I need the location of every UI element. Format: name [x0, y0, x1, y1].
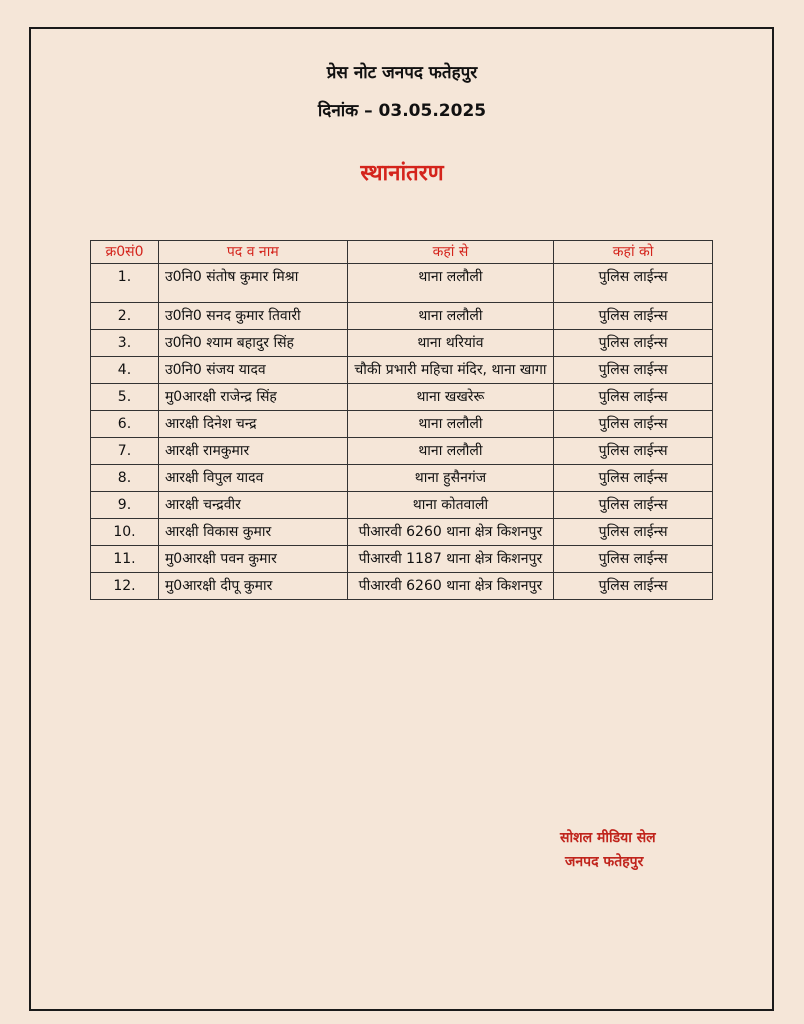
serial-cell: 5. [91, 384, 159, 411]
table-row [91, 264, 713, 303]
name-cell: आरक्षी चन्द्रवीर [158, 492, 347, 519]
from-cell: पीआरवी 1187 थाना क्षेत्र किशनपुर [347, 546, 554, 573]
serial-cell: 2. [91, 303, 159, 330]
signature-line-district: जनपद फतेहपुर [565, 854, 644, 870]
column-header-name: पद व नाम [158, 241, 347, 264]
serial-cell: 10. [91, 519, 159, 546]
from-cell: पीआरवी 6260 थाना क्षेत्र किशनपुर [347, 519, 554, 546]
serial-cell: 7. [91, 438, 159, 465]
serial-cell: 1. [91, 264, 159, 303]
subject-heading: स्थानांतरण [360, 161, 444, 186]
from-cell: थाना खखरेरू [347, 384, 554, 411]
to-cell: पुलिस लाईन्स [554, 519, 713, 546]
to-cell: पुलिस लाईन्स [554, 546, 713, 573]
to-cell: पुलिस लाईन्स [554, 384, 713, 411]
to-cell: पुलिस लाईन्स [554, 303, 713, 330]
to-cell: पुलिस लाईन्स [554, 330, 713, 357]
from-cell: चौकी प्रभारी महिचा मंदिर, थाना खागा [347, 357, 554, 384]
table-row [91, 492, 713, 519]
name-cell: आरक्षी विकास कुमार [158, 519, 347, 546]
name-cell: उ0नि0 सनद कुमार तिवारी [158, 303, 347, 330]
from-cell: थाना थरियांव [347, 330, 554, 357]
column-header-from: कहां से [347, 241, 554, 264]
to-cell: पुलिस लाईन्स [554, 264, 713, 303]
name-cell: उ0नि0 श्याम बहादुर सिंह [158, 330, 347, 357]
name-cell: उ0नि0 संतोष कुमार मिश्रा [158, 264, 347, 303]
to-cell: पुलिस लाईन्स [554, 573, 713, 600]
name-cell: मु0आरक्षी राजेन्द्र सिंह [158, 384, 347, 411]
serial-cell: 9. [91, 492, 159, 519]
to-cell: पुलिस लाईन्स [554, 411, 713, 438]
name-cell: उ0नि0 संजय यादव [158, 357, 347, 384]
from-cell: थाना ललौली [347, 264, 554, 303]
serial-cell: 4. [91, 357, 159, 384]
table-row [91, 546, 713, 573]
table-row [91, 330, 713, 357]
name-cell: आरक्षी रामकुमार [158, 438, 347, 465]
name-cell: मु0आरक्षी दीपू कुमार [158, 573, 347, 600]
serial-cell: 12. [91, 573, 159, 600]
from-cell: थाना ललौली [347, 411, 554, 438]
name-cell: मु0आरक्षी पवन कुमार [158, 546, 347, 573]
serial-cell: 8. [91, 465, 159, 492]
table-row [91, 384, 713, 411]
serial-cell: 3. [91, 330, 159, 357]
table-row [91, 411, 713, 438]
table-row [91, 519, 713, 546]
table-row [91, 465, 713, 492]
column-header-to: कहां को [554, 241, 713, 264]
to-cell: पुलिस लाईन्स [554, 465, 713, 492]
from-cell: थाना ललौली [347, 438, 554, 465]
serial-cell: 6. [91, 411, 159, 438]
table-row [91, 438, 713, 465]
to-cell: पुलिस लाईन्स [554, 357, 713, 384]
table-row [91, 573, 713, 600]
serial-cell: 11. [91, 546, 159, 573]
from-cell: थाना कोतवाली [347, 492, 554, 519]
press-note-title: प्रेस नोट जनपद फतेहपुर [326, 63, 478, 83]
press-note-date: दिनांक – 03.05.2025 [317, 101, 487, 121]
table-row [91, 357, 713, 384]
to-cell: पुलिस लाईन्स [554, 492, 713, 519]
name-cell: आरक्षी विपुल यादव [158, 465, 347, 492]
table-row [91, 303, 713, 330]
from-cell: थाना ललौली [347, 303, 554, 330]
table-header-row [91, 241, 713, 264]
signature-line-department: सोशल मीडिया सेल [560, 830, 656, 846]
from-cell: थाना हुसैनगंज [347, 465, 554, 492]
column-header-serial: क्र0सं0 [91, 241, 159, 264]
name-cell: आरक्षी दिनेश चन्द्र [158, 411, 347, 438]
from-cell: पीआरवी 6260 थाना क्षेत्र किशनपुर [347, 573, 554, 600]
transfer-table [90, 240, 713, 600]
to-cell: पुलिस लाईन्स [554, 438, 713, 465]
